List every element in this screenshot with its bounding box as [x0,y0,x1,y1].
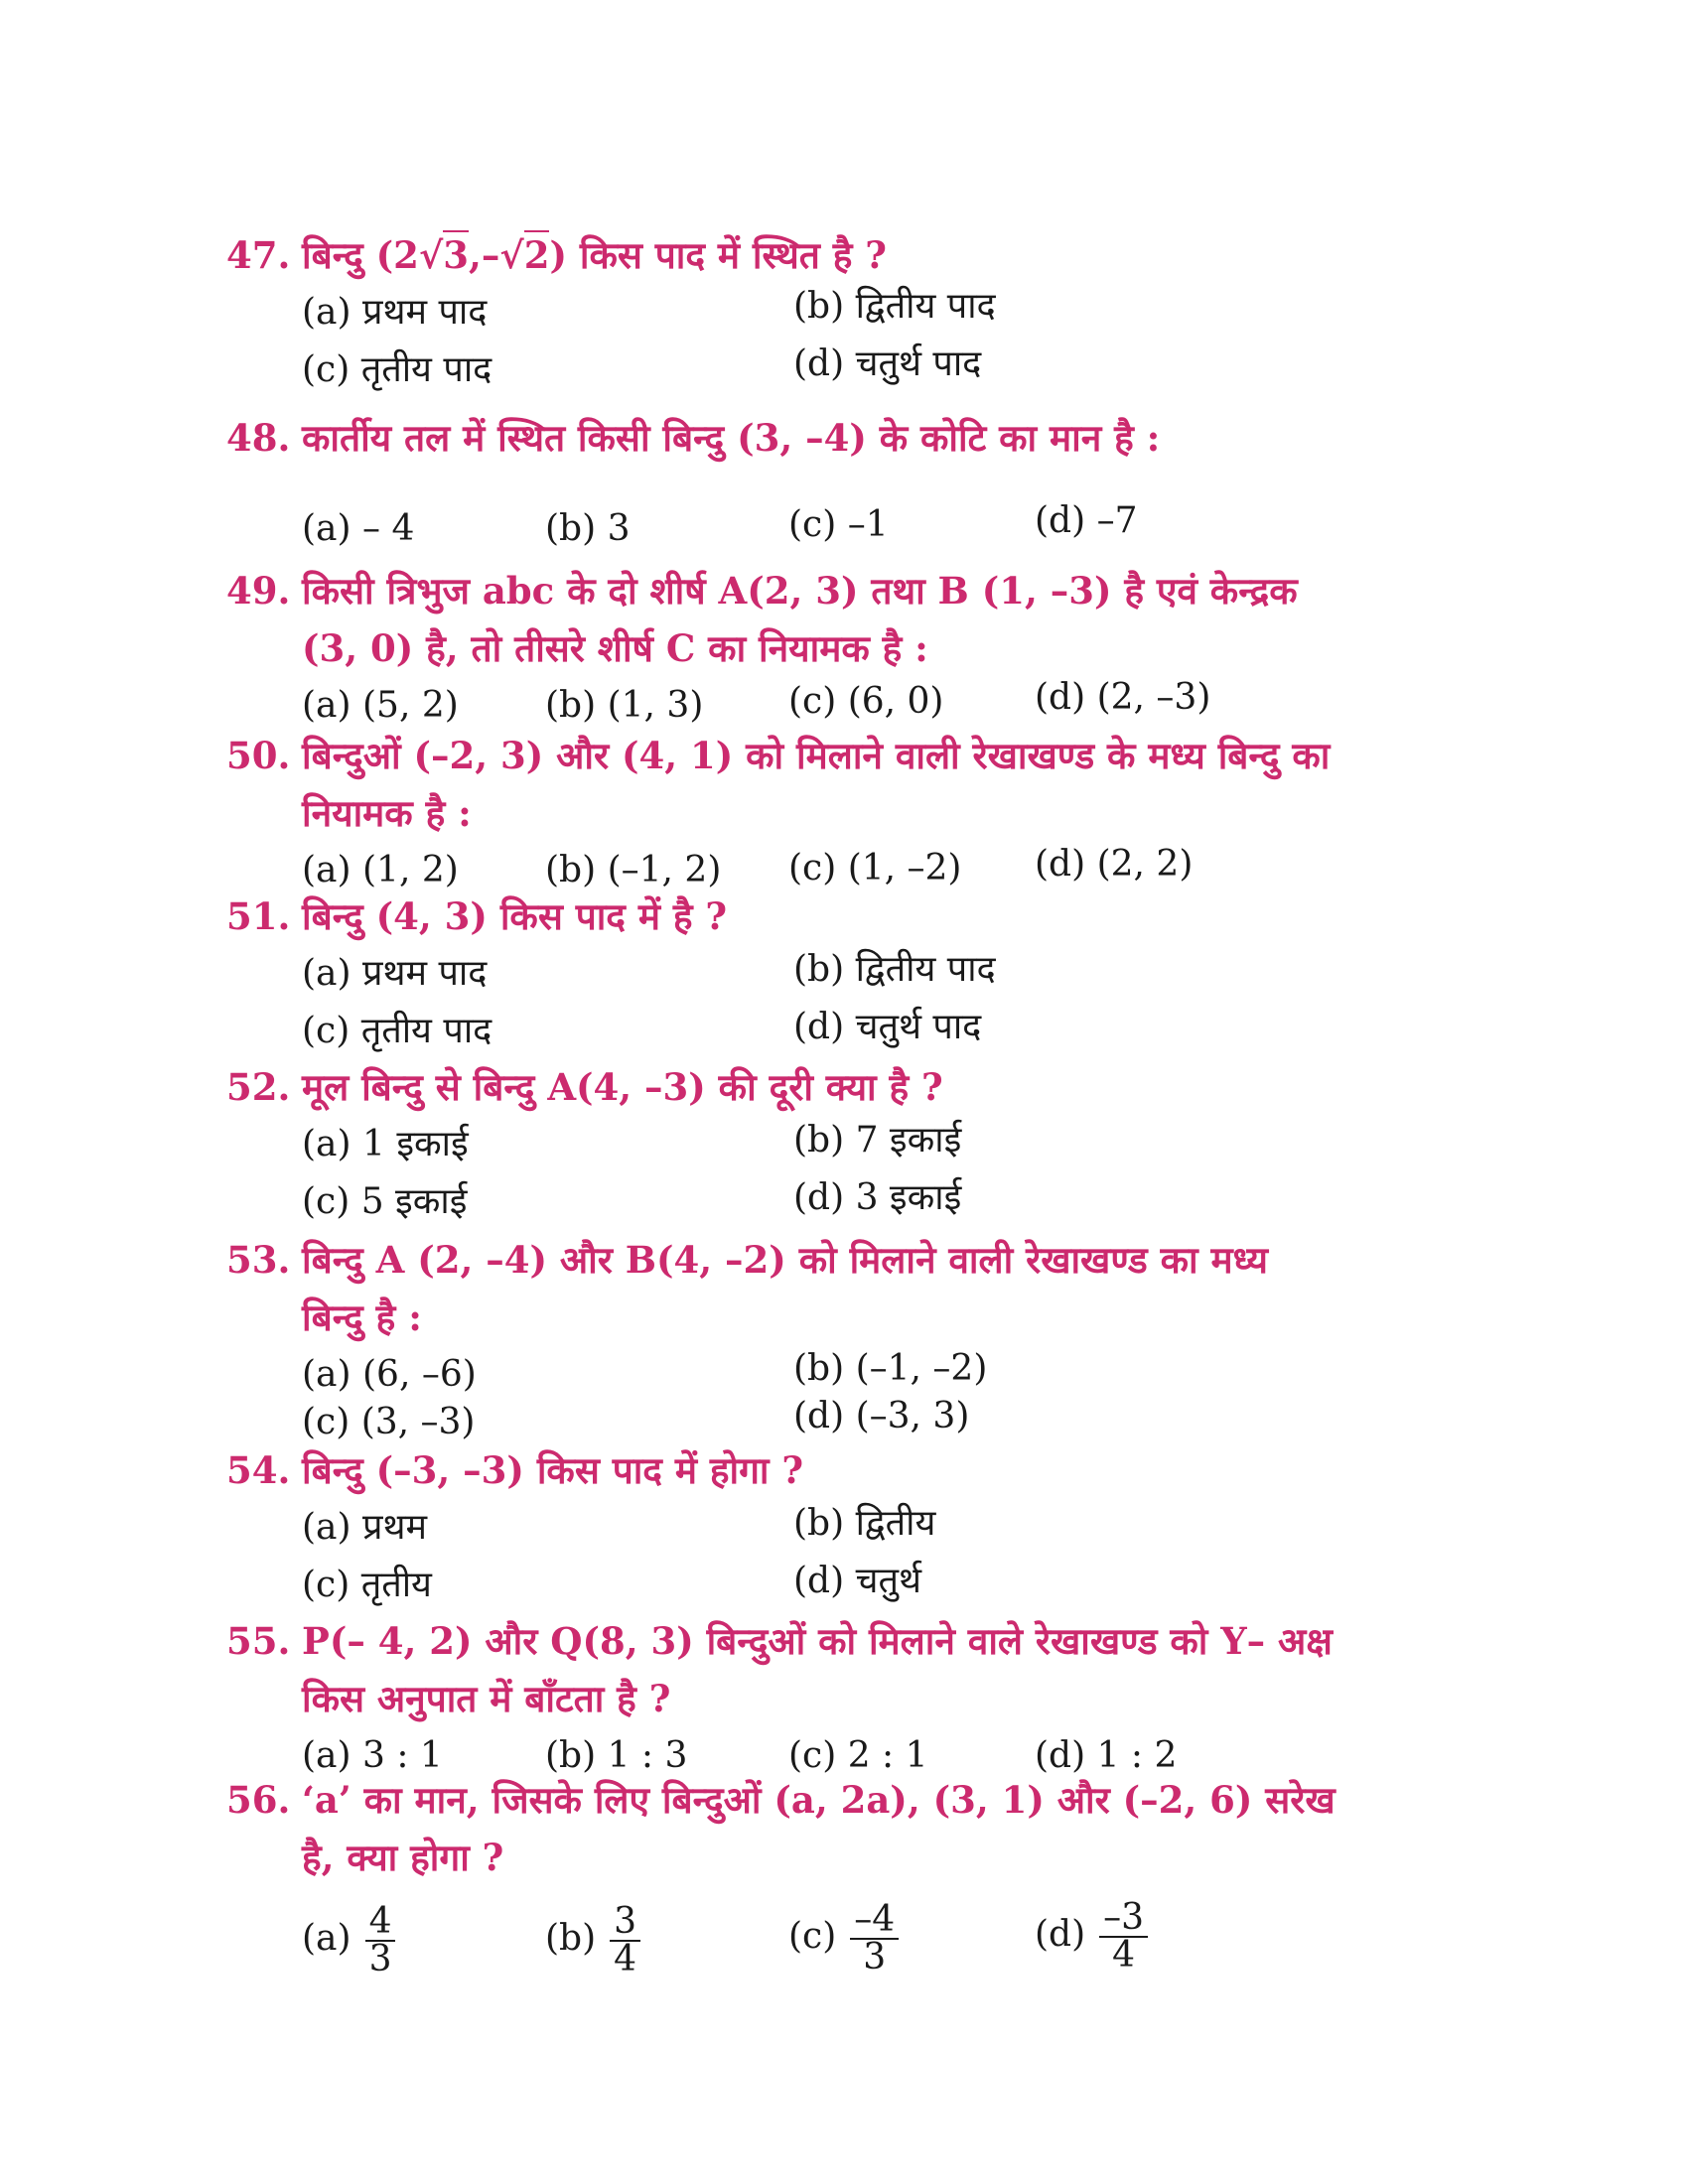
question-text: P(– 4, 2) और Q(8, 3) बिन्दुओं को मिलाने वाले रेखाखण्ड को Y– अक्ष किस अनुपात में बाँटता है ? [302,1619,1333,1720]
question-number: 47. [226,233,291,277]
question-text: किसी त्रिभुज abc के दो शीर्ष A(2, 3) तथा B (1, –3) है एवं केन्द्रक (3, 0) है, तो तीसरे शीर्ष C का नियामक है : [302,569,1298,670]
option-b: (b) द्वितीय पाद [793,286,996,327]
question-53 [226,1231,1338,1445]
fraction: $\frac{3}{4}$ [610,1904,640,1978]
option-d: (d) (2, 2) [1035,844,1194,885]
option-d: (d) $\frac{-3}{4}$ [1035,1900,1148,1974]
option-c: (c) $\frac{-4}{3}$ [788,1902,899,1976]
question-48 [226,409,1338,558]
option-d: (d) –7 [1035,500,1138,541]
option-b: (b) 3 [545,508,631,549]
option-b: (b) 7 इकाई [793,1120,962,1160]
options [302,945,1338,1060]
fraction: $\frac{4}{3}$ [365,1904,396,1978]
question-text: बिन्दु (4, 3) किस पाद में है ? [302,894,728,938]
option-c: (c) तृतीय पाद [302,349,492,390]
options [302,284,1338,399]
option-d: (d) चतुर्थ पाद [793,1007,982,1047]
question-49 [226,562,1338,735]
question-text: मूल बिन्दु से बिन्दु A(4, –3) की दूरी क्या है ? [302,1065,943,1109]
question-47 [226,226,1338,399]
option-b: (b) (–1, 2) [545,850,722,890]
question-text: ‘a’ का मान, जिसके लिए बिन्दुओं (a, 2a), (3, 1) और (–2, 6) सरेख है, क्या होगा ? [302,1778,1336,1879]
option-b: (b) (1, 3) [545,685,704,726]
option-b: (b) (–1, –2) [793,1348,988,1389]
option-a: (a) (6, –6) [302,1354,477,1395]
question-number: 50. [226,734,291,777]
option-a: (a) 1 इकाई [302,1124,469,1164]
option-c: (c) (1, –2) [788,848,962,888]
option-c: (c) 2 : 1 [788,1735,928,1776]
question-51 [226,887,1338,1060]
option-c: (c) –1 [788,504,889,545]
question-number: 48. [226,416,291,460]
option-a: (a) (1, 2) [302,850,459,890]
question-number: 51. [226,894,291,938]
question-number: 56. [226,1778,291,1822]
question-55 [226,1612,1338,1785]
option-c: (c) (6, 0) [788,681,944,722]
options [302,1116,1338,1231]
fraction: $\frac{-4}{3}$ [850,1902,899,1976]
option-d: (d) 3 इकाई [793,1177,962,1218]
option-b: (b) 1 : 3 [545,1735,688,1776]
question-number: 53. [226,1238,291,1282]
fraction: $\frac{-3}{4}$ [1099,1900,1148,1974]
option-d: (d) चतुर्थ पाद [793,343,982,384]
option-c: (c) 5 इकाई [302,1181,468,1222]
options [302,1346,1338,1445]
question-number: 52. [226,1065,291,1109]
question-text: बिन्दु (–3, –3) किस पाद में होगा ? [302,1448,804,1492]
option-a: (a) $\frac{4}{3}$ [302,1904,395,1978]
option-c: (c) तृतीय पाद [302,1011,492,1051]
question-number: 55. [226,1619,291,1663]
options [302,1897,1338,2013]
options [302,500,1338,558]
option-a: (a) 3 : 1 [302,1735,443,1776]
option-b: (b) द्वितीय पाद [793,949,996,990]
option-a: (a) (5, 2) [302,685,459,726]
option-c: (c) तृतीय [302,1565,432,1605]
option-d: (d) 1 : 2 [1035,1735,1178,1776]
option-d: (d) (–3, 3) [793,1396,970,1436]
question-text: बिन्दुओं (–2, 3) और (4, 1) को मिलाने वाली रेखाखण्ड के मध्य बिन्दु का नियामक है : [302,734,1331,835]
question-number: 54. [226,1448,291,1492]
option-c: (c) (3, –3) [302,1402,476,1442]
question-number: 49. [226,569,291,613]
question-56 [226,1771,1338,2013]
question-text: बिन्दु A (2, –4) और B(4, –2) को मिलाने वाली रेखाखण्ड का मध्य बिन्दु है : [302,1238,1268,1339]
option-a: (a) प्रथम पाद [302,292,488,333]
question-52 [226,1058,1338,1231]
option-d: (d) चतुर्थ [793,1561,921,1601]
question-text: बिन्दु (2√3,–√2) किस पाद में स्थित है ? [302,226,1338,284]
question-54 [226,1441,1338,1614]
question-50 [226,727,1338,899]
option-a: (a) प्रथम [302,1507,428,1548]
options [302,1499,1338,1614]
option-a: (a) – 4 [302,508,415,549]
option-d: (d) (2, –3) [1035,677,1211,718]
option-a: (a) प्रथम पाद [302,953,488,994]
option-b: (b) द्वितीय [793,1503,936,1544]
option-b: (b) $\frac{3}{4}$ [545,1904,640,1978]
question-text: कार्तीय तल में स्थित किसी बिन्दु (3, –4) के कोटि का मान है : [302,416,1161,460]
